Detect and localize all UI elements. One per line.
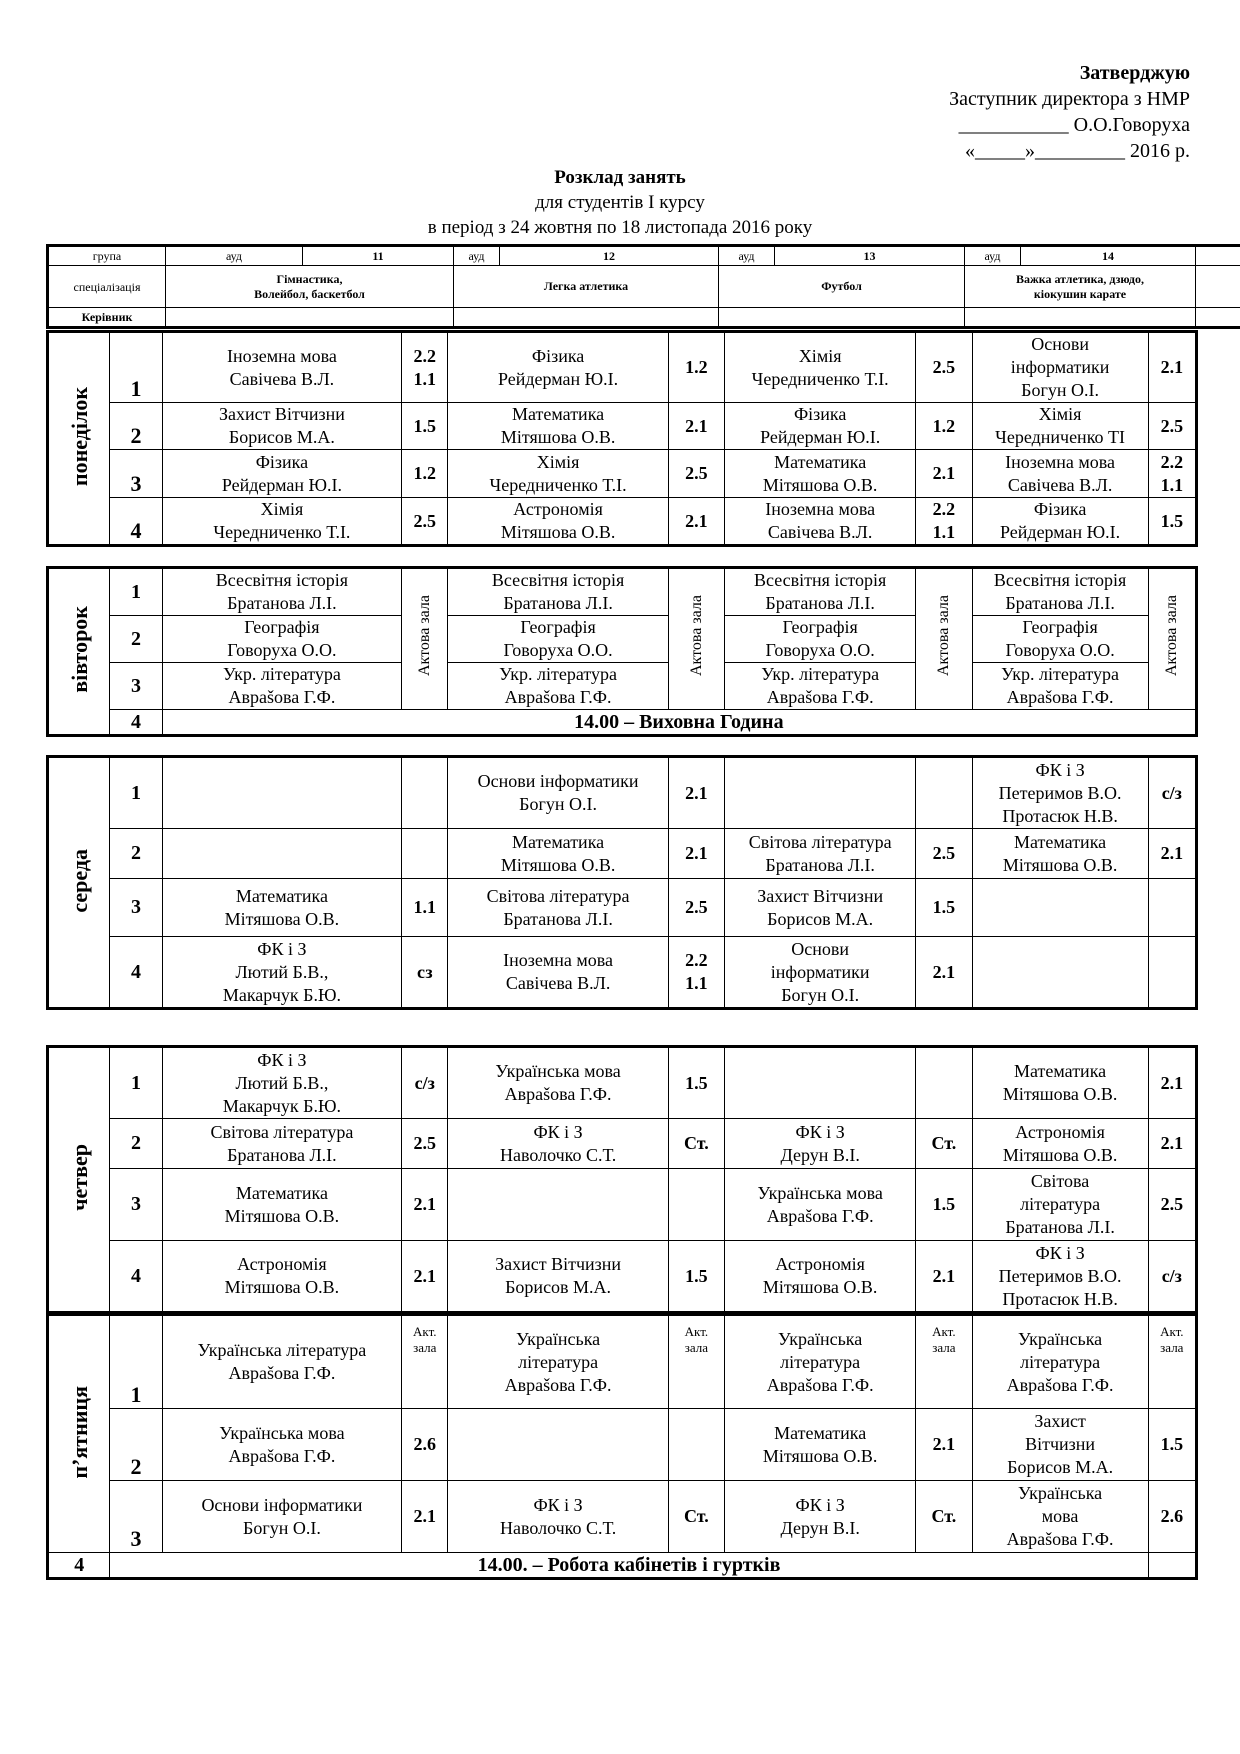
subject-cell: Хімія Чередниченко ТІ	[972, 403, 1148, 450]
lesson-number: 2	[110, 616, 162, 663]
room-cell: 2.1	[668, 498, 724, 546]
subject-cell: Іноземна мова Савічева В.Л.	[448, 937, 668, 1009]
group-12: 12	[500, 246, 719, 266]
lesson-row	[48, 1047, 1197, 1119]
lesson-number: 4	[110, 710, 162, 736]
subject-cell: Фізика Рейдерман Ю.І.	[162, 450, 401, 498]
room-cell: 2.6	[1148, 1481, 1196, 1553]
subject-cell: Укр. література Авраšова Г.Ф.	[972, 663, 1148, 710]
lesson-number: 3	[110, 879, 162, 937]
subject-cell	[725, 757, 916, 829]
subject-cell: Захист Вітчизни Борисов М.А.	[162, 403, 401, 450]
subject-cell: Географія Говоруха О.О.	[162, 616, 401, 663]
subject-cell: Математика Мітяшова О.В.	[448, 403, 668, 450]
room-cell	[402, 829, 448, 879]
room-cell: 2.1	[1148, 1119, 1196, 1169]
schedule-period: в період з 24 жовтня по 18 листопада 2016 року	[427, 217, 813, 238]
subject-cell: ФК і З Лютий Б.В., Макарчук Б.Ю.	[162, 937, 401, 1009]
subject-cell: ФК і З Наволочко С.Т.	[448, 1481, 668, 1553]
schedule-title: Розклад занять	[554, 167, 686, 188]
tuesday-table	[46, 566, 1198, 737]
subject-cell: Українська література Авраšова Г.Ф.	[725, 1315, 916, 1409]
room-cell: сз	[402, 937, 448, 1009]
subject-cell: ФК і З Дерун В.І.	[725, 1119, 916, 1169]
subject-cell: Математика Мітяшова О.В.	[162, 879, 401, 937]
room-cell	[668, 568, 724, 710]
room-cell: Акт. зала	[1148, 1315, 1196, 1409]
lesson-number: 3	[110, 663, 162, 710]
lesson-number: 4	[110, 1241, 162, 1313]
subject-cell: Географія Говоруха О.О.	[448, 616, 668, 663]
specialization-label: спеціалізація	[48, 266, 166, 308]
group-11: 11	[303, 246, 454, 266]
room-name: Актова зала	[416, 595, 434, 676]
lesson-row	[48, 450, 1197, 498]
schedule-subtitle: для студентів І курсу	[535, 192, 705, 213]
approval-date: «_____»_________ 2016 р.	[965, 140, 1190, 162]
subject-cell: Основи інформатики Богун О.І.	[972, 332, 1148, 403]
room-cell: 2.5	[916, 332, 972, 403]
room-cell: 2.5	[668, 879, 724, 937]
subject-cell	[448, 1409, 668, 1481]
approval-position: Заступник директора з НМР	[949, 88, 1190, 110]
subject-cell: Укр. література Авраšова Г.Ф.	[448, 663, 668, 710]
lesson-row	[48, 1119, 1197, 1169]
room-cell: 1.5	[668, 1241, 724, 1313]
subject-cell: Математика Мітяшова О.В.	[725, 1409, 916, 1481]
room-cell: 2.6	[402, 1409, 448, 1481]
subject-cell: Іноземна мова Савічева В.Л.	[972, 450, 1148, 498]
group-13: 13	[775, 246, 965, 266]
day-label	[48, 1047, 110, 1313]
subject-cell	[972, 879, 1148, 937]
room-cell: 2.1	[916, 937, 972, 1009]
lesson-row	[48, 663, 1197, 710]
subject-cell: Захист Вітчизни Борисов М.А.	[448, 1241, 668, 1313]
subject-cell: Математика Мітяшова О.В.	[972, 1047, 1148, 1119]
room-cell: 2.1	[402, 1241, 448, 1313]
day-name: п’ятниця	[66, 1385, 92, 1479]
lesson-number: 1	[110, 757, 162, 829]
lesson-row	[48, 937, 1197, 1009]
subject-cell: Світова література Братанова Л.І.	[162, 1119, 401, 1169]
room-cell	[916, 568, 972, 710]
room-cell: 2.5	[1148, 1169, 1196, 1241]
room-cell	[1148, 879, 1196, 937]
room-cell: 2.2 1.1	[668, 937, 724, 1009]
subject-cell: Математика Мітяшова О.В.	[448, 829, 668, 879]
subject-cell: Світова література Братанова Л.І.	[725, 829, 916, 879]
day-name: середа	[66, 848, 92, 913]
subject-cell: Укр. література Авраšова Г.Ф.	[725, 663, 916, 710]
room-cell: 2.1	[668, 403, 724, 450]
lesson-number: 2	[110, 1409, 162, 1481]
educational-hour: 14.00 – Виховна Година	[162, 710, 1196, 736]
room-cell: 2.1	[1148, 1047, 1196, 1119]
room-cell: с/з	[402, 1047, 448, 1119]
room-cell: 2.5	[402, 1119, 448, 1169]
lesson-row	[48, 1315, 1197, 1409]
room-cell	[668, 1169, 724, 1241]
lesson-number: 3	[110, 1169, 162, 1241]
lesson-row	[48, 1409, 1197, 1481]
room-cell: 1.5	[668, 1047, 724, 1119]
room-cell: 1.2	[402, 450, 448, 498]
room-cell: 2.1	[402, 1481, 448, 1553]
lesson-number: 1	[110, 332, 162, 403]
room-cell	[1148, 568, 1196, 710]
room-cell: Ст.	[916, 1119, 972, 1169]
lesson-number: 4	[110, 498, 162, 546]
lesson-number: 2	[110, 829, 162, 879]
subject-cell: Захист Вітчизни Борисов М.А.	[972, 1409, 1148, 1481]
lesson-number: 1	[110, 1047, 162, 1119]
lesson-number: 2	[110, 403, 162, 450]
spec-12: Легка атлетика	[454, 266, 719, 308]
room-cell: 2.5	[1148, 403, 1196, 450]
subject-cell	[725, 1047, 916, 1119]
room-cell: 1.5	[916, 879, 972, 937]
room-cell: Ст.	[668, 1481, 724, 1553]
subject-cell: Хімія Чередниченко Т.І.	[725, 332, 916, 403]
subject-cell: Хімія Чередниченко Т.І.	[448, 450, 668, 498]
lesson-row	[48, 568, 1197, 616]
room-cell: 2.1	[916, 450, 972, 498]
aud-label: ауд	[166, 246, 303, 266]
room-cell	[402, 757, 448, 829]
subject-cell: Захист Вітчизни Борисов М.А.	[725, 879, 916, 937]
room-cell: 2.1	[668, 757, 724, 829]
subject-cell	[162, 829, 401, 879]
leader-label: Керівник	[48, 308, 166, 328]
subject-cell: Фізика Рейдерман Ю.І.	[448, 332, 668, 403]
subject-cell: Астрономія Мітяшова О.В.	[725, 1241, 916, 1313]
room-cell	[916, 757, 972, 829]
subject-cell: Всесвітня історія Братанова Л.І.	[448, 568, 668, 616]
room-cell: 2.1	[1148, 829, 1196, 879]
subject-cell: Географія Говоруха О.О.	[972, 616, 1148, 663]
room-cell: 2.1	[1148, 332, 1196, 403]
lesson-row	[48, 498, 1197, 546]
lesson-row	[48, 829, 1197, 879]
subject-cell: ФК і З Петеримов В.О. Протасюк Н.В.	[972, 757, 1148, 829]
friday-table	[46, 1313, 1198, 1580]
room-cell: 2.5	[402, 498, 448, 546]
room-cell: Акт. зала	[668, 1315, 724, 1409]
room-cell: 1.5	[1148, 1409, 1196, 1481]
room-cell: 2.2 1.1	[402, 332, 448, 403]
subject-cell: Основи інформатики Богун О.І.	[162, 1481, 401, 1553]
room-name: Актова зала	[935, 595, 953, 676]
approval-block	[850, 60, 1190, 164]
lesson-row	[48, 1241, 1197, 1313]
clubs-hour: 14.00. – Робота кабінетів і гуртків	[110, 1553, 1148, 1579]
lesson-row	[48, 757, 1197, 829]
day-name: понеділок	[66, 386, 92, 487]
room-cell: Ст.	[668, 1119, 724, 1169]
subject-cell	[972, 937, 1148, 1009]
subject-cell: Фізика Рейдерман Ю.І.	[725, 403, 916, 450]
subject-cell: ФК і З Дерун В.І.	[725, 1481, 916, 1553]
room-cell: 2.5	[668, 450, 724, 498]
subject-cell: Укр. література Авраšова Г.Ф.	[162, 663, 401, 710]
subject-cell: Основи інформатики Богун О.І.	[725, 937, 916, 1009]
subject-cell: Українська мова Авраšова Г.Ф.	[725, 1169, 916, 1241]
subject-cell	[162, 757, 401, 829]
subject-cell: Географія Говоруха О.О.	[725, 616, 916, 663]
room-cell: 2.1	[916, 1409, 972, 1481]
subject-cell: Світова література Братанова Л.І.	[448, 879, 668, 937]
subject-cell: Українська мова Авраšова Г.Ф.	[972, 1481, 1148, 1553]
spec-11: Гімнастика, Волейбол, баскетбол	[166, 266, 454, 308]
subject-cell: Українська мова Авраšова Г.Ф.	[162, 1409, 401, 1481]
subject-cell: Математика Мітяшова О.В.	[725, 450, 916, 498]
room-cell: 1.5	[916, 1169, 972, 1241]
subject-cell: Всесвітня історія Братанова Л.І.	[725, 568, 916, 616]
day-name: четвер	[66, 1144, 92, 1211]
approval-title: Затверджую	[1079, 62, 1190, 84]
lesson-number: 2	[110, 1119, 162, 1169]
lesson-number: 3	[110, 1481, 162, 1553]
wednesday-table	[46, 755, 1198, 1010]
subject-cell	[448, 1169, 668, 1241]
monday-table	[46, 330, 1198, 547]
lesson-row	[48, 1169, 1197, 1241]
lesson-row	[48, 879, 1197, 937]
subject-cell: Українська література Авраšова Г.Ф.	[972, 1315, 1148, 1409]
lesson-number: 4	[48, 1553, 110, 1579]
room-cell: 2.2 1.1	[1148, 450, 1196, 498]
lesson-row	[48, 616, 1197, 663]
room-name: Актова зала	[1163, 595, 1181, 676]
lesson-number: 1	[110, 568, 162, 616]
subject-cell: Астрономія Мітяшова О.В.	[972, 1119, 1148, 1169]
subject-cell: Іноземна мова Савічева В.Л.	[725, 498, 916, 546]
lesson-row	[48, 403, 1197, 450]
group-label: група	[48, 246, 166, 266]
room-cell	[1148, 937, 1196, 1009]
room-cell: 1.5	[402, 403, 448, 450]
room-cell: с/з	[1148, 1241, 1196, 1313]
aud-label: ауд	[965, 246, 1021, 266]
subject-cell: ФК і З Петеримов В.О. Протасюк Н.В.	[972, 1241, 1148, 1313]
room-name: Актова зала	[687, 595, 705, 676]
spec-13: Футбол	[719, 266, 965, 308]
subject-cell: Українська література Авраšова Г.Ф.	[448, 1315, 668, 1409]
room-cell	[916, 1047, 972, 1119]
thursday-table	[46, 1045, 1198, 1314]
subject-cell: Українська література Авраšова Г.Ф.	[162, 1315, 401, 1409]
lesson-row	[48, 332, 1197, 403]
subject-cell: ФК і З Лютий Б.В., Макарчук Б.Ю.	[162, 1047, 401, 1119]
day-label	[48, 757, 110, 1009]
subject-cell: Математика Мітяшова О.В.	[972, 829, 1148, 879]
room-cell	[402, 568, 448, 710]
subject-cell: Астрономія Мітяшова О.В.	[448, 498, 668, 546]
lesson-row	[48, 1481, 1197, 1553]
subject-cell: Фізика Рейдерман Ю.І.	[972, 498, 1148, 546]
room-cell: 2.2 1.1	[916, 498, 972, 546]
subject-cell: Математика Мітяшова О.В.	[162, 1169, 401, 1241]
lesson-number: 4	[110, 937, 162, 1009]
room-cell: 2.1	[916, 1241, 972, 1313]
aud-label: ауд	[454, 246, 500, 266]
approval-signature: ___________ О.О.Говоруха	[958, 114, 1190, 136]
group-14: 14	[1021, 246, 1196, 266]
room-cell: 2.5	[916, 829, 972, 879]
aud-label: ауд	[719, 246, 775, 266]
subject-cell: Українська мова Авраšова Г.Ф.	[448, 1047, 668, 1119]
room-cell: с/з	[1148, 757, 1196, 829]
lesson-number: 3	[110, 450, 162, 498]
day-name: вівторок	[66, 606, 92, 693]
subject-cell: Хімія Чередниченко Т.І.	[162, 498, 401, 546]
subject-cell: Всесвітня історія Братанова Л.І.	[162, 568, 401, 616]
room-cell: 2.1	[668, 829, 724, 879]
day-label	[48, 332, 110, 546]
subject-cell: Світова література Братанова Л.І.	[972, 1169, 1148, 1241]
room-cell: Акт. зала	[916, 1315, 972, 1409]
room-cell: 1.1	[402, 879, 448, 937]
room-cell	[668, 1409, 724, 1481]
subject-cell: Астрономія Мітяшова О.В.	[162, 1241, 401, 1313]
subject-cell: Іноземна мова Савічева В.Л.	[162, 332, 401, 403]
spec-14: Важка атлетика, дзюдо, кіокушин карате	[965, 266, 1196, 308]
day-label	[48, 568, 110, 736]
lesson-number: 1	[110, 1315, 162, 1409]
subject-cell: Всесвітня історія Братанова Л.І.	[972, 568, 1148, 616]
room-cell: 1.2	[668, 332, 724, 403]
header-table	[46, 244, 1240, 329]
room-cell: 1.5	[1148, 498, 1196, 546]
room-cell: 2.1	[402, 1169, 448, 1241]
day-label	[48, 1315, 110, 1553]
subject-cell: ФК і З Наволочко С.Т.	[448, 1119, 668, 1169]
subject-cell: Основи інформатики Богун О.І.	[448, 757, 668, 829]
room-cell: Ст.	[916, 1481, 972, 1553]
room-cell: Акт. зала	[402, 1315, 448, 1409]
room-cell: 1.2	[916, 403, 972, 450]
